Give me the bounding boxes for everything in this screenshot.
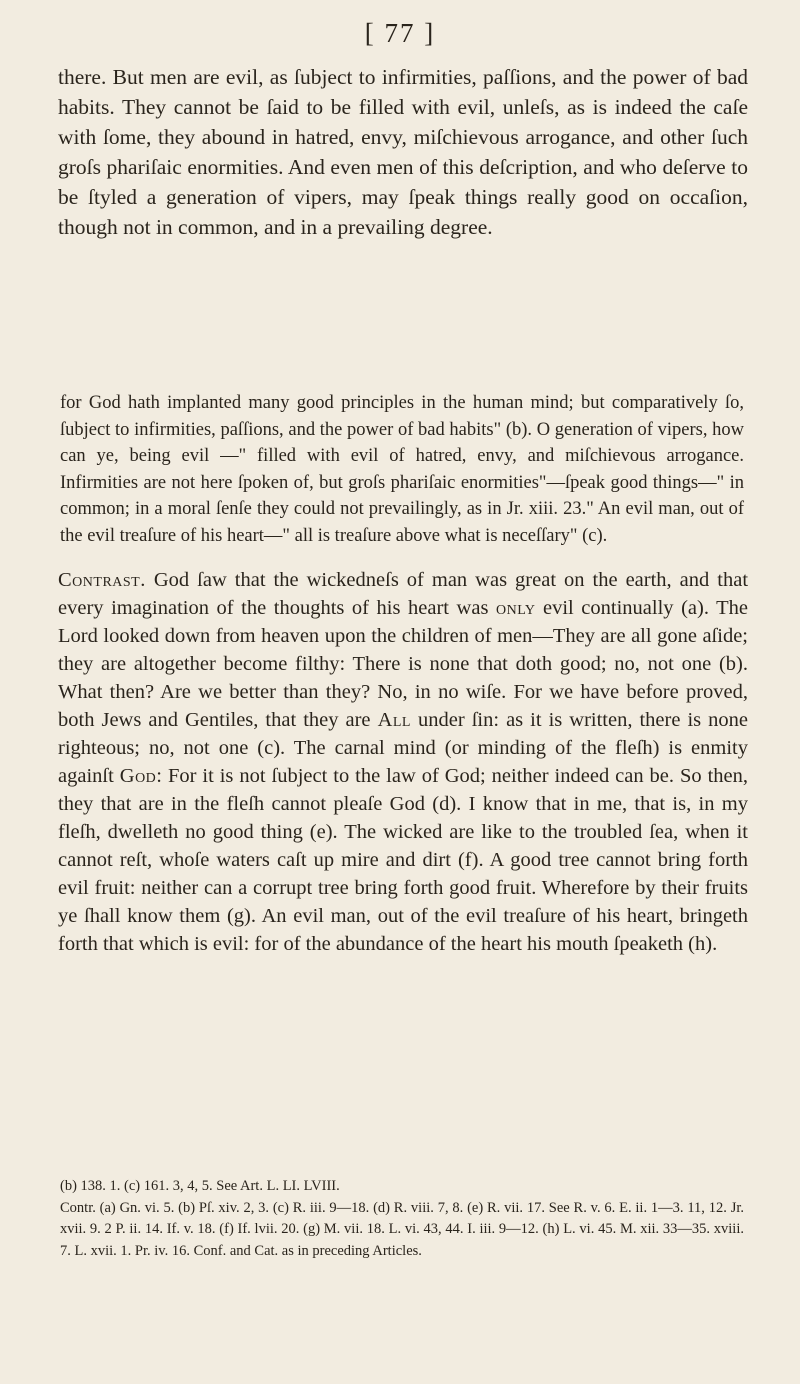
contrast-heading: Contrast. <box>58 569 146 591</box>
footnote-line-1: (b) 138. 1. (c) 161. 3, 4, 5. See Art. L. LI. LVIII. <box>60 1178 340 1194</box>
god-emphasis: God <box>119 765 157 787</box>
contrast-text-part-4: : For it is not ſubject to the law of God; neither indeed can be. So then, they that are in the fleſh cannot pleaſe God (d). I know that in me, that is, in my fleſh, dwelleth no good thing (e). The wicked are like to the troubled ſea, when it cannot reſt, whoſe waters caſt up mire and dirt (f). A good tree cannot bring forth evil fruit: neither can a corrupt tree bring forth good fruit. Wherefore by their fruits ye ſhall know them (g). An evil man, out of the evil treaſure of his heart, bringeth forth that which is evil: for of the abundance of the heart his mouth ſpeaketh (h). <box>58 765 749 955</box>
contrast-text-part-3: under ſin: as it is written, there is none righteous; no, not one (c). The carnal mind (or minding of the fleſh) is enmity againſt <box>58 709 749 787</box>
footnote-line-2: Contr. (a) Gn. vi. 5. (b) Pſ. xiv. 2, 3. (c) R. iii. 9—18. (d) R. viii. 7, 8. (e) R. vii. 17. See R. v. 6. E. ii. 1—3. 11, 12. Jr. xvii. 9. 2 P. ii. 14. If. v. 18. (f) If. lvii. 20. (g) M. vii. 18. L. vi. 43, 44. I. iii. 9—12. (h) L. vi. 45. M. xii. 33—35. xviii. 7. L. xvii. 1. Pr. iv. 16. Conf. and Cat. as in preceding Articles. <box>60 1199 744 1259</box>
footnotes <box>60 1176 744 1262</box>
page-number: [ 77 ] <box>364 18 436 48</box>
contrast-text-part-1: God ſaw that the wickedneſs of man was great on the earth, and that every imagination of the thoughts of his heart was <box>58 569 749 619</box>
paragraph-continuation: there. But men are evil, as ſubject to infirmities, paſſions, and the power of bad habits. They cannot be ſaid to be filled with evil, unleſs, as is indeed the caſe with ſome, they abound in hatred, envy, miſchievous arrogance, and other ſuch groſs phariſaic enormities. And even men of this deſcription, and who deſerve to be ſtyled a generation of vipers, may ſpeak things really good on occaſion, though not in common, and in a prevailing degree. <box>58 65 748 239</box>
paragraph-commentary: for God hath implanted many good principles in the human mind; but comparatively ſo, ſubject to infirmities, paſſions, and the power of bad habits" (b). O generation of vipers, how can ye, being evil —" filled with evil of hatred, envy, and miſchievous arrogance. Infirmities are not here ſpoken of, but groſs phariſaic enormities"—ſpeak good things—" in common; in a moral ſenſe they could not prevailingly, as in Jr. xiii. 23." An evil man, out of the evil treaſure of his heart—" all is treaſure above what is neceſſary" (c). <box>60 393 744 546</box>
paragraph-contrast <box>58 566 748 958</box>
all-emphasis: All <box>377 709 411 731</box>
contrast-text-part-2: evil continually (a). The Lord looked down from heaven upon the children of men—They are all gone aſide; they are altogether become filthy: There is none that doth good; no, not one (b). What then? Are we better than they? No, in no wiſe. For we have before proved, both Jews and Gentiles, that they are <box>58 597 748 731</box>
only-emphasis: only <box>495 597 536 619</box>
